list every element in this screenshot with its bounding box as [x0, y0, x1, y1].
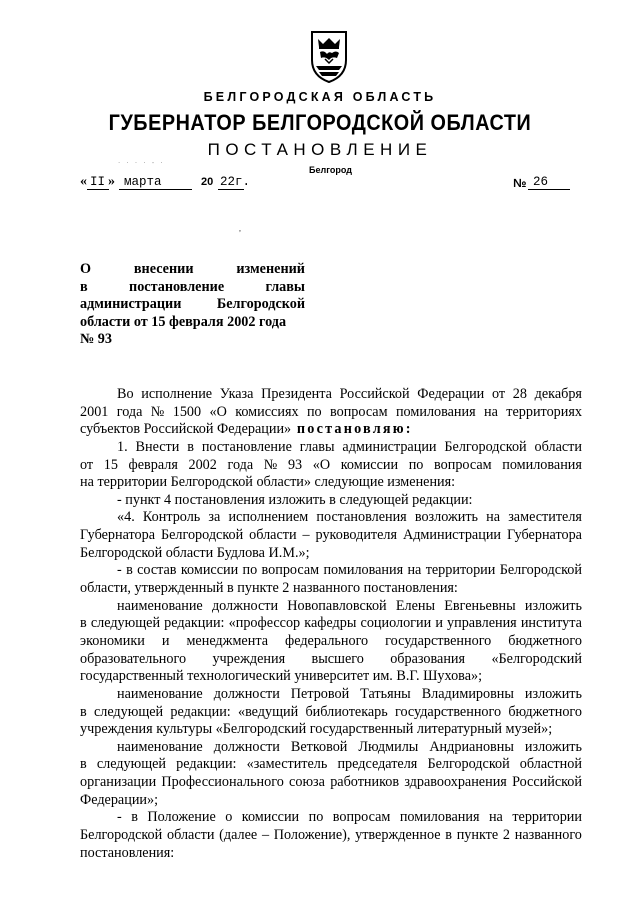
- body-word: изменения:: [387, 474, 456, 491]
- body-word: пункте: [237, 580, 283, 597]
- body-word: изложить: [524, 597, 582, 614]
- body-word: пункте: [456, 827, 499, 844]
- body-word: «профессор: [228, 615, 301, 632]
- body-line: [80, 774, 582, 792]
- body-line: [80, 492, 582, 510]
- body-word: Белгородской: [80, 827, 163, 844]
- subject-block: [80, 261, 305, 349]
- body-word: №: [263, 456, 278, 473]
- body-word: образования: [390, 650, 466, 667]
- body-word: администрации: [342, 438, 437, 455]
- body-word: 15: [103, 456, 118, 473]
- body-word: редакции:: [176, 756, 237, 773]
- body-word: менеджмента: [186, 632, 268, 649]
- body-word: Белгородской: [444, 438, 527, 455]
- body-word: за: [208, 509, 221, 526]
- body-word: наименование: [117, 738, 203, 755]
- scan-smudge: · · · · - ·: [118, 159, 165, 167]
- body-word: в: [80, 615, 87, 632]
- body-word: декабря: [534, 386, 582, 402]
- body-word: комиссии: [340, 456, 399, 473]
- body-word: работников: [330, 774, 400, 791]
- body-line: [80, 845, 582, 863]
- date-year-prefix: 20: [201, 176, 214, 188]
- body-word: по: [306, 403, 322, 420]
- body-word: исполнение: [141, 386, 213, 402]
- body-word: помилования: [399, 809, 480, 826]
- body-word: вопросам: [434, 456, 492, 473]
- date-month: марта: [124, 175, 162, 189]
- body-word: должности: [213, 738, 280, 755]
- body-word: Белгородской: [80, 544, 166, 561]
- scan-mark: ,: [239, 224, 241, 233]
- body-line: [80, 457, 582, 475]
- number-underline: [528, 189, 570, 190]
- subject-line: администрации Белгородской: [80, 296, 305, 313]
- body-word: на: [484, 403, 498, 420]
- body-word: «ведущий: [237, 703, 299, 720]
- body-word: Людмилы: [358, 738, 419, 755]
- body-word: Елены: [395, 597, 436, 614]
- body-word: 1.: [117, 438, 128, 455]
- body-word: Владимировны: [421, 685, 514, 702]
- body-line: [80, 633, 582, 651]
- body-word: Президента: [261, 386, 332, 402]
- body-word: №: [150, 403, 165, 420]
- body-word: по: [308, 809, 324, 826]
- body-word: вопросам: [261, 562, 320, 579]
- body-word: И.М.»;: [268, 544, 310, 561]
- body-word: «4.: [117, 509, 135, 526]
- body-word: 28: [512, 386, 527, 402]
- body-word: федерального: [285, 632, 369, 649]
- body-word: В.Г.: [396, 668, 424, 685]
- body-word: следующей: [96, 756, 167, 773]
- document-number: 26: [533, 175, 549, 189]
- body-word: комиссиях: [235, 403, 299, 420]
- body-word: территории: [512, 809, 582, 826]
- body-word: Во: [117, 386, 134, 402]
- body-word: Положение),: [273, 827, 351, 844]
- body-word: на: [486, 509, 501, 526]
- body-word: государственный: [80, 668, 188, 685]
- body-word: года: [227, 456, 254, 473]
- body-word: изложить: [524, 738, 582, 755]
- body-word: области: [249, 527, 297, 544]
- date-year-suffix: 22г.: [220, 175, 251, 189]
- body-word: утвержденное: [355, 827, 441, 844]
- body-word: «О: [312, 456, 331, 473]
- body-word: в: [80, 756, 87, 773]
- body-line: [80, 598, 582, 616]
- body-word: области,: [80, 580, 135, 597]
- body-line: [80, 704, 582, 722]
- body-word: состав: [137, 562, 177, 579]
- body-word: кафедры: [304, 615, 357, 632]
- body-word: в: [227, 580, 238, 597]
- subject-line: в постановление главы: [80, 278, 305, 295]
- body-word: следующей: [90, 615, 161, 632]
- body-word: по: [408, 456, 424, 473]
- body-word: организации: [80, 774, 157, 791]
- body-word: постановления:: [80, 844, 175, 861]
- body-word: названного: [292, 580, 364, 597]
- body-word: помилования: [502, 456, 582, 473]
- body-line: [80, 809, 582, 827]
- body-word: в: [445, 827, 452, 844]
- body-word: социологии: [360, 615, 432, 632]
- body-word: председателя: [337, 756, 418, 773]
- body-word: возложить: [414, 509, 479, 526]
- body-word: постановление: [201, 438, 292, 455]
- body-word: учреждения: [80, 721, 157, 738]
- number-label: №: [513, 176, 527, 190]
- body-word: государственного: [394, 703, 502, 720]
- body-word: Губернатора: [80, 527, 156, 544]
- body-word: должности: [213, 685, 280, 702]
- body-word: изложить: [524, 685, 582, 702]
- body-word: Российской: [339, 386, 410, 402]
- date-close-quote: »: [108, 174, 115, 189]
- body-word: библиотекарь: [305, 703, 388, 720]
- body-word: высшего: [311, 650, 364, 667]
- body-word: на: [407, 562, 422, 579]
- body-word: управления: [447, 615, 517, 632]
- body-word: союза: [289, 774, 325, 791]
- body-word: вопросам: [330, 403, 388, 420]
- body-word: на: [488, 809, 503, 826]
- body-word: редакции:: [164, 615, 225, 632]
- body-line: [80, 474, 582, 492]
- body-word: Федерации»: [217, 421, 292, 438]
- belgorod-coat-of-arms-icon: [306, 30, 352, 84]
- body-word: «Белгородский: [215, 721, 310, 738]
- body-line: [80, 615, 582, 633]
- body-word: субъектов: [80, 421, 144, 438]
- body-word: музей»;: [505, 721, 553, 738]
- body-word: (далее: [219, 827, 258, 844]
- body-word: Администрации: [402, 527, 502, 544]
- body-word: наименование: [117, 597, 203, 614]
- date-day: II: [90, 175, 106, 189]
- body-word: 2001: [80, 403, 109, 420]
- body-word: утвержденный: [134, 580, 228, 597]
- body-word: по: [242, 562, 258, 579]
- body-word: Контроль: [142, 509, 201, 526]
- body-word: о: [225, 809, 233, 826]
- month-underline: [119, 189, 192, 190]
- body-word: в: [131, 809, 138, 826]
- body-line: [80, 686, 582, 704]
- body-word: заместителя: [508, 509, 582, 526]
- body-word: территории: [97, 474, 171, 491]
- body-word: территориях: [506, 403, 582, 420]
- body-word: -: [117, 491, 126, 508]
- body-word: от: [80, 456, 94, 473]
- body-line: [80, 739, 582, 757]
- body-word: 2: [282, 580, 293, 597]
- body-word: и: [435, 615, 443, 632]
- body-line: [80, 545, 582, 563]
- body-word: государственного: [385, 632, 492, 649]
- body-word: области: [534, 438, 582, 455]
- body-line: [80, 721, 582, 739]
- body-word: 2002: [188, 456, 217, 473]
- body-word: «заместитель: [246, 756, 328, 773]
- body-word: постановления: [316, 509, 407, 526]
- body-word: редакции:: [412, 491, 473, 508]
- body-word: института: [520, 615, 582, 632]
- body-word: Евгеньевны: [444, 597, 516, 614]
- body-word: 4: [164, 491, 175, 508]
- body-word: Федерации»;: [80, 791, 159, 808]
- city-name: Белгород: [309, 165, 352, 175]
- body-word: технологический: [187, 668, 295, 685]
- subject-line: № 93: [80, 331, 112, 348]
- body-word: Губернатора: [506, 527, 582, 544]
- body-word: в: [80, 703, 87, 720]
- body-line: [80, 756, 582, 774]
- body-word: им.: [372, 668, 397, 685]
- body-word: от: [491, 386, 506, 402]
- body-word: бюджетного: [508, 632, 582, 649]
- body-word: вопросам: [332, 809, 391, 826]
- body-word: Петровой: [290, 685, 350, 702]
- body-line: [80, 509, 582, 527]
- body-word: Белгородской: [427, 756, 510, 773]
- body-word: на: [80, 474, 98, 491]
- body-word: помилования: [323, 562, 404, 579]
- body-word: «О: [209, 403, 227, 420]
- body-word: исполнением: [228, 509, 309, 526]
- body-word: редакции:: [170, 703, 231, 720]
- body-word: Андриановны: [429, 738, 514, 755]
- body-word: учреждения: [212, 650, 286, 667]
- body-line: [80, 580, 582, 598]
- body-line: [80, 668, 582, 686]
- subject-line: области от 15 февраля 2002 года: [80, 313, 287, 330]
- body-word: и: [161, 632, 170, 649]
- body-word: Шухова»;: [423, 668, 483, 685]
- body-word: следующие: [314, 474, 388, 491]
- decree-operative-word: постановляю:: [291, 421, 413, 438]
- body-word: –: [261, 827, 270, 844]
- day-underline: [87, 189, 109, 190]
- body-word: названного: [514, 827, 582, 844]
- body-line: [80, 562, 582, 580]
- body-word: в: [126, 562, 133, 579]
- body-word: должности: [211, 597, 279, 614]
- document-type: ПОСТАНОВЛЕНИЕ: [207, 140, 433, 159]
- body-word: литературный: [416, 721, 506, 738]
- body-word: бюджетного: [508, 703, 582, 720]
- body-word: главы: [299, 438, 335, 455]
- body-word: Положение: [147, 809, 216, 826]
- body-word: помилования: [395, 403, 476, 420]
- body-word: года: [116, 403, 143, 420]
- body-word: Профессионального: [161, 774, 284, 791]
- body-word: Белгородской: [499, 562, 582, 579]
- body-line: [80, 527, 582, 545]
- body-word: постановления: [174, 491, 269, 508]
- body-line: [80, 792, 582, 810]
- body-word: Белгородской: [170, 474, 257, 491]
- body-word: государственный: [309, 721, 417, 738]
- body-word: руководителя: [315, 527, 398, 544]
- body-word: 93: [287, 456, 303, 473]
- body-word: экономики: [80, 632, 145, 649]
- body-word: пункт: [125, 491, 165, 508]
- body-word: территории: [425, 562, 496, 579]
- body-word: Белгородской: [160, 527, 244, 544]
- body-line: [80, 421, 582, 439]
- body-word: комиссии: [241, 809, 300, 826]
- issuer-title: ГУБЕРНАТОР БЕЛГОРОДСКОЙ ОБЛАСТИ: [108, 110, 532, 135]
- body-word: следующей: [93, 703, 164, 720]
- body-word: области: [165, 544, 217, 561]
- body-word: «Белгородский: [491, 650, 582, 667]
- body-word: наименование: [117, 685, 203, 702]
- body-word: областной: [519, 756, 582, 773]
- body-word: -: [117, 562, 122, 579]
- body-word: Российской: [512, 774, 582, 791]
- body-word: здравоохранения: [404, 774, 507, 791]
- body-word: Татьяны: [360, 685, 411, 702]
- body-word: постановления:: [363, 580, 458, 597]
- body-word: в: [187, 438, 194, 455]
- body-line: [80, 651, 582, 669]
- subject-line: О внесении изменений: [80, 261, 305, 277]
- body-word: -: [117, 809, 122, 826]
- body-word: февраля: [128, 456, 178, 473]
- body-word: Будлова: [216, 544, 269, 561]
- decree-body-text: [80, 386, 582, 862]
- region-name: БЕЛГОРОДСКАЯ ОБЛАСТЬ: [203, 90, 437, 104]
- body-word: 1500: [172, 403, 202, 420]
- body-word: изложить: [268, 491, 330, 508]
- body-word: Российской: [143, 421, 218, 438]
- body-word: области»: [256, 474, 315, 491]
- body-word: Новопавловской: [287, 597, 387, 614]
- body-line: [80, 386, 582, 404]
- body-word: университет: [294, 668, 373, 685]
- body-line: [80, 439, 582, 457]
- body-word: комиссии: [180, 562, 239, 579]
- body-word: –: [302, 527, 310, 544]
- body-word: Федерации: [417, 386, 485, 402]
- date-open-quote: «: [80, 174, 87, 189]
- body-word: Указа: [219, 386, 254, 402]
- body-word: культуры: [156, 721, 216, 738]
- body-line: [80, 404, 582, 422]
- body-word: образовательного: [80, 650, 187, 667]
- body-word: в: [329, 491, 340, 508]
- body-word: Ветковой: [290, 738, 348, 755]
- body-word: 2: [502, 827, 510, 844]
- body-word: следующей: [339, 491, 413, 508]
- body-word: Внести: [135, 438, 180, 455]
- body-word: области: [166, 827, 215, 844]
- body-line: [80, 827, 582, 845]
- year-underline: [218, 189, 244, 190]
